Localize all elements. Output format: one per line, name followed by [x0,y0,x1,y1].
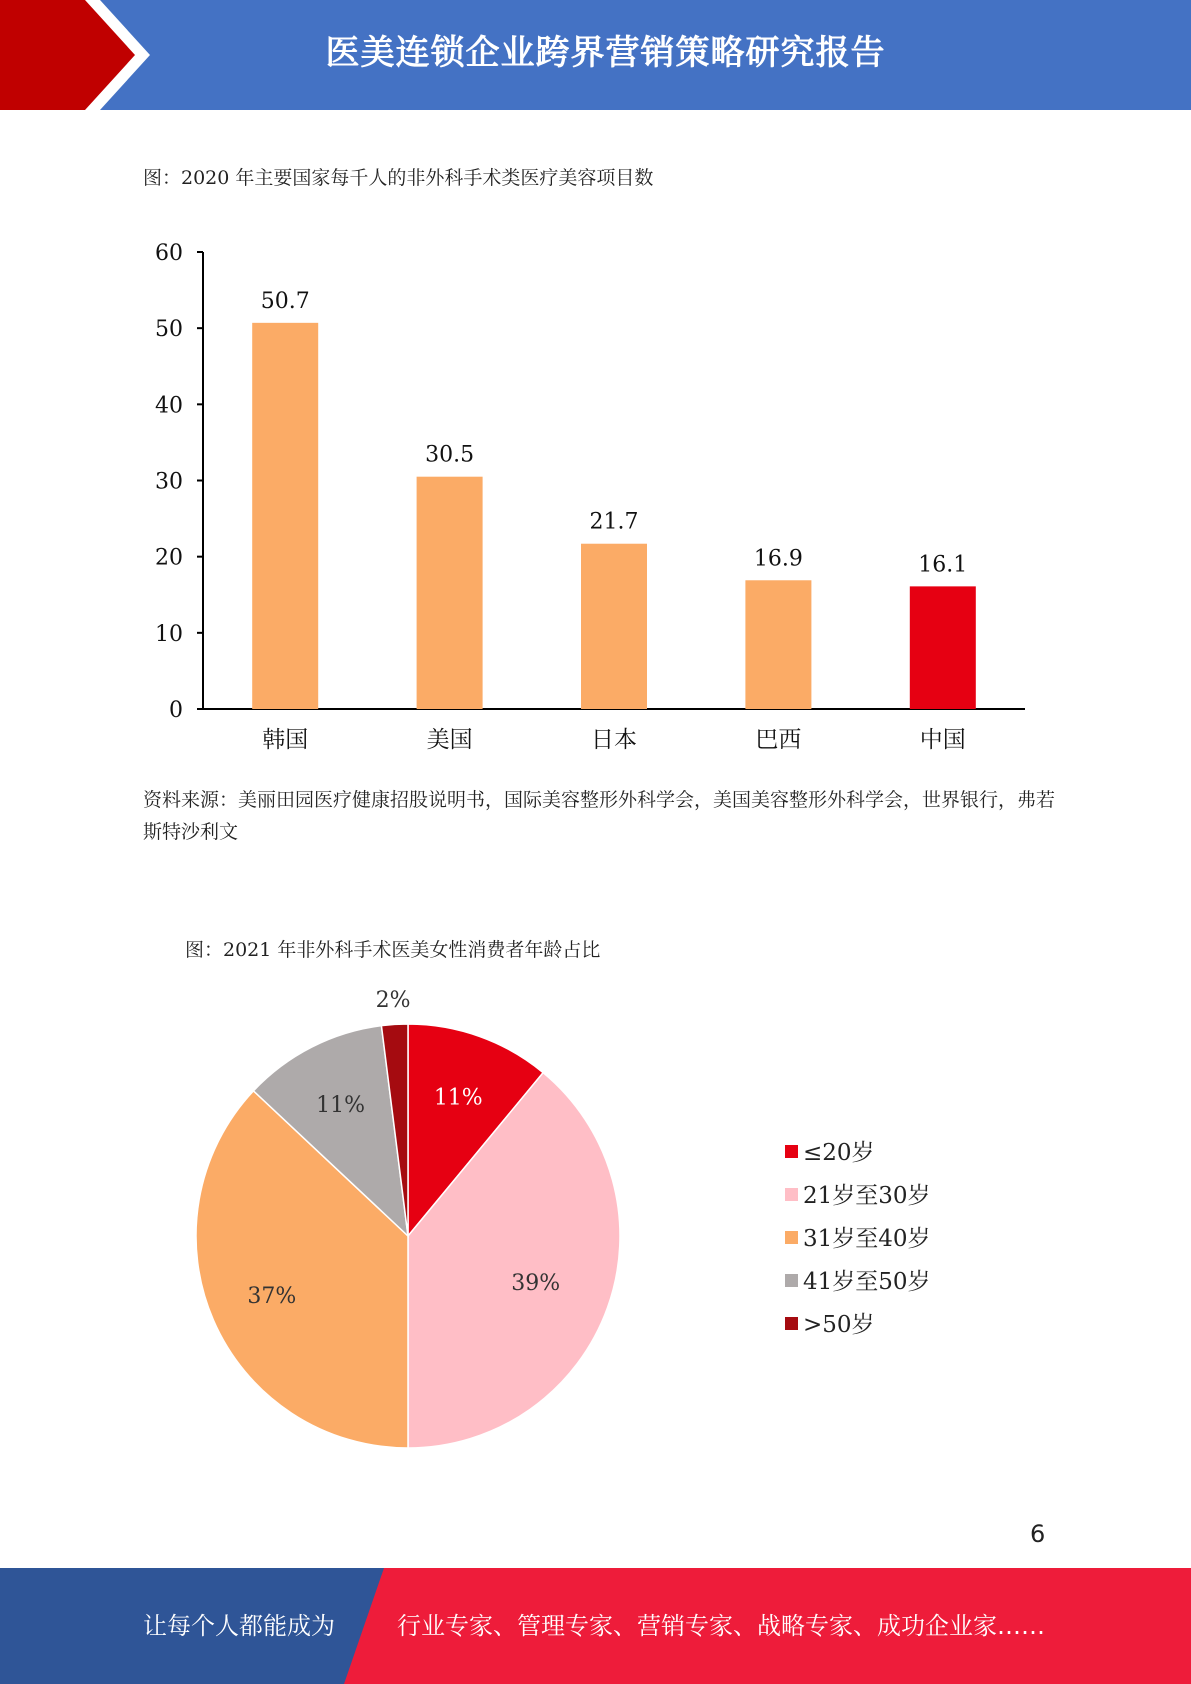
y-tick-label: 60 [155,241,183,266]
pie-chart-caption: 图：2021 年非外科手术医美女性消费者年龄占比 [185,939,601,961]
y-tick-label: 20 [155,545,183,571]
bar-value-label: 16.9 [753,546,803,572]
legend-label: 31岁至40岁 [803,1226,931,1252]
page-header [0,0,1191,110]
bar [581,544,647,709]
legend-swatch [785,1145,798,1158]
y-tick-label: 30 [155,469,183,495]
pie-chart [0,990,1191,1470]
legend-label: ≤20岁 [803,1140,875,1166]
legend-swatch [785,1188,798,1201]
x-category-label: 美国 [426,727,473,753]
bar [417,477,483,709]
footer-slogan: 让每个人都能成为 [143,1612,335,1640]
bar-value-label: 16.1 [918,552,968,578]
bar-value-label: 30.5 [425,442,475,468]
bar [745,580,811,709]
pie-value-label: 39% [511,1270,561,1296]
page-number: 6 [1030,1520,1046,1548]
bar [910,586,976,709]
report-title: 医美连锁企业跨界营销策略研究报告 [325,33,886,73]
footer-roles: 行业专家、管理专家、营销专家、战略专家、成功企业家…… [397,1612,1045,1640]
bar-chart [0,230,1191,760]
page-footer [0,1568,1191,1684]
source-note: 资料来源：美丽田园医疗健康招股说明书，国际美容整形外科学会，美国美容整形外科学会，世界银行，弗若斯特沙利文 [143,789,1056,843]
bar-value-label: 50.7 [260,288,310,314]
y-tick-label: 50 [155,317,183,343]
bar [252,323,318,709]
pie-value-label: 37% [247,1283,297,1309]
y-tick-label: 0 [169,698,183,723]
legend-label: 21岁至30岁 [803,1183,931,1209]
pie-value-label: 11% [433,1085,483,1111]
legend-label: 41岁至50岁 [803,1269,931,1295]
y-tick-label: 10 [155,621,183,647]
bar-chart-caption: 图：2020 年主要国家每千人的非外科手术类医疗美容项目数 [143,167,654,189]
pie-value-label: 2% [375,990,411,1014]
x-category-label: 日本 [591,727,637,753]
x-category-label: 中国 [919,727,966,753]
legend-swatch [785,1317,798,1330]
x-category-label: 韩国 [262,727,309,753]
y-tick-label: 40 [155,393,183,419]
x-category-label: 巴西 [755,727,802,753]
legend-label: >50岁 [803,1312,875,1338]
legend-swatch [785,1231,798,1244]
pie-value-label: 11% [316,1092,366,1118]
legend-swatch [785,1274,798,1287]
bar-value-label: 21.7 [589,509,639,535]
